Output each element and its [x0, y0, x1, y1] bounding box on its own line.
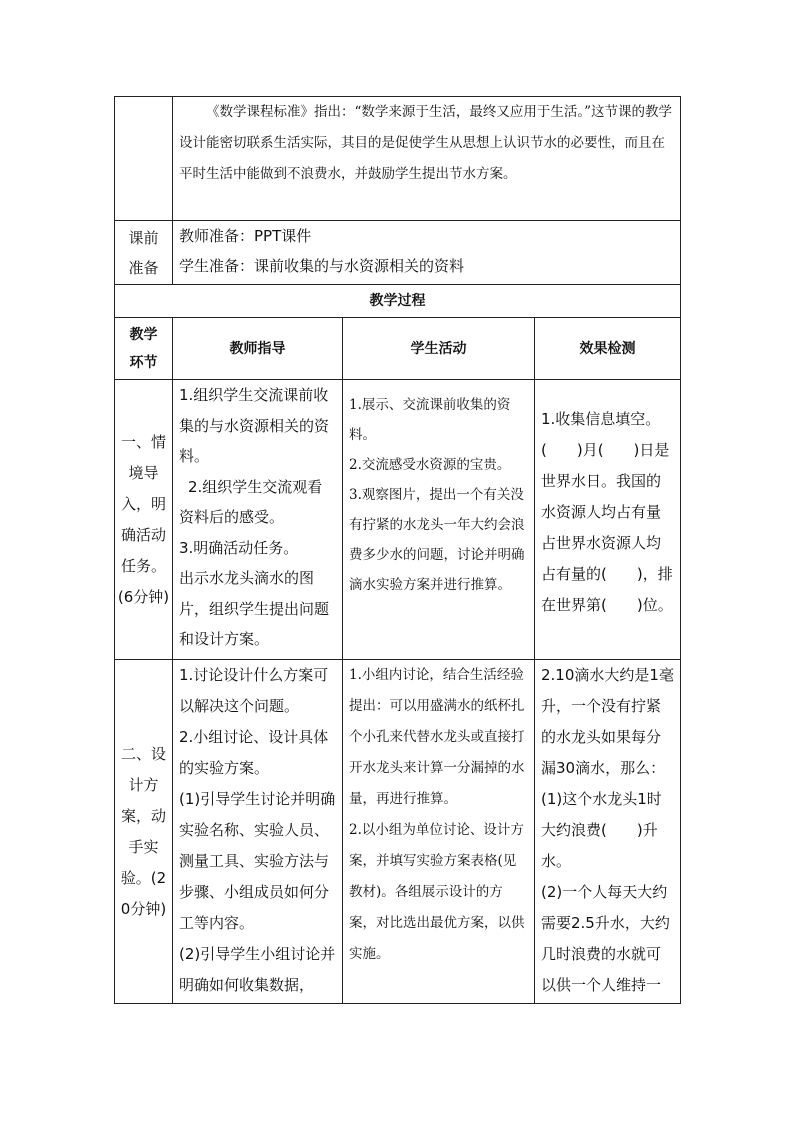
- student-item: 2.交流感受水资源的宝贵。: [349, 457, 511, 473]
- prep-label-line1: 课前: [128, 228, 159, 247]
- check-item: 2.10滴水大约是1毫升，一个没有拧紧的水龙头如果每分漏30滴水，那么：: [541, 666, 674, 777]
- teacher-item: 1.讨论设计什么方案可以解决这个问题。: [179, 666, 329, 715]
- stage-cell: 一、情境导入，明确活动任务。(6分钟): [115, 380, 173, 660]
- header-teacher: 教师指导: [173, 318, 343, 380]
- table-row: [115, 380, 681, 660]
- teacher-item: (2)引导学生小组讨论并明确如何收集数据，: [179, 945, 336, 994]
- prep-teacher: 教师准备：PPT课件: [179, 227, 312, 245]
- teacher-item: 2.组织学生交流观看资料后的感受。: [179, 477, 323, 526]
- check-item: (1)这个水龙头1时大约浪费( )升水。: [541, 790, 662, 870]
- prep-content: [173, 221, 681, 285]
- intro-label-cell: [115, 97, 173, 221]
- process-title-row: [115, 285, 681, 318]
- teacher-cell: [173, 660, 343, 1004]
- student-cell: [343, 660, 535, 1004]
- prep-row: [115, 221, 681, 285]
- lesson-plan-table: [114, 96, 681, 1004]
- header-stage-line1: 教学: [129, 326, 158, 343]
- teacher-item: 出示水龙头滴水的图片，组织学生提出问题和设计方案。: [179, 569, 330, 648]
- check-item: 1.收集信息填空。: [541, 410, 661, 428]
- process-title: 教学过程: [115, 285, 681, 318]
- teacher-item: 3.明确活动任务。: [179, 538, 299, 557]
- student-item: 3.观察图片，提出一个有关没有拧紧的水龙头一年大约会浪费多少水的问题，讨论并明确滴水实验方案并进行推算。: [349, 487, 525, 593]
- student-cell: [343, 380, 535, 660]
- header-stage: [115, 318, 173, 380]
- student-item: 2.以小组为单位讨论、设计方案，并填写实验方案表格(见教材)。各组展示设计的方案，对比选出最优方案，以供实施。: [349, 822, 525, 962]
- intro-row: [115, 97, 681, 221]
- check-cell: [535, 380, 681, 660]
- check-item: ( )月( )日是世界水日。我国的水资源人均占有量占世界水资源人均占有量的( )，排在世界第( )位。: [541, 441, 673, 614]
- prep-student: 学生准备：课前收集的与水资源相关的资料: [179, 257, 465, 275]
- header-stage-line2: 环节: [129, 354, 158, 371]
- teacher-item: 2.小组讨论、设计具体的实验方案。: [179, 728, 329, 777]
- teacher-item: (1)引导学生讨论并明确实验名称、实验人员、测量工具、实验方法与步骤、小组成员如何分工等内容。: [179, 790, 336, 932]
- check-item: (2)一个人每天大约需要2.5升水，大约几时浪费的水就可以供一个人维持一: [541, 883, 670, 994]
- prep-label: [115, 221, 173, 285]
- stage-cell: 二、设计方案，动手实验。(20分钟): [115, 660, 173, 1004]
- student-item: 1.小组内讨论，结合生活经验提出：可以用盛满水的纸杯扎个小孔来代替水龙头或直接打开水龙头来计算一分漏掉的水量，再进行推算。: [349, 667, 525, 807]
- intro-text: 《数学课程标准》指出：“数学来源于生活，最终又应用于生活。”这节课的教学设计能密切联系生活实际，其目的是促使学生从思想上认识节水的必要性，而且在平时生活中能做到不浪费水，并鼓励学生提出节水方案。: [173, 97, 681, 221]
- header-row: [115, 318, 681, 380]
- table-row: [115, 660, 681, 1004]
- student-item: 1.展示、交流课前收集的资料。: [349, 397, 511, 443]
- header-check: 效果检测: [535, 318, 681, 380]
- prep-label-line2: 准备: [128, 258, 159, 277]
- teacher-item: 1.组织学生交流课前收集的与水资源相关的资料。: [179, 386, 330, 465]
- check-cell: [535, 660, 681, 1004]
- teacher-cell: [173, 380, 343, 660]
- header-student: 学生活动: [343, 318, 535, 380]
